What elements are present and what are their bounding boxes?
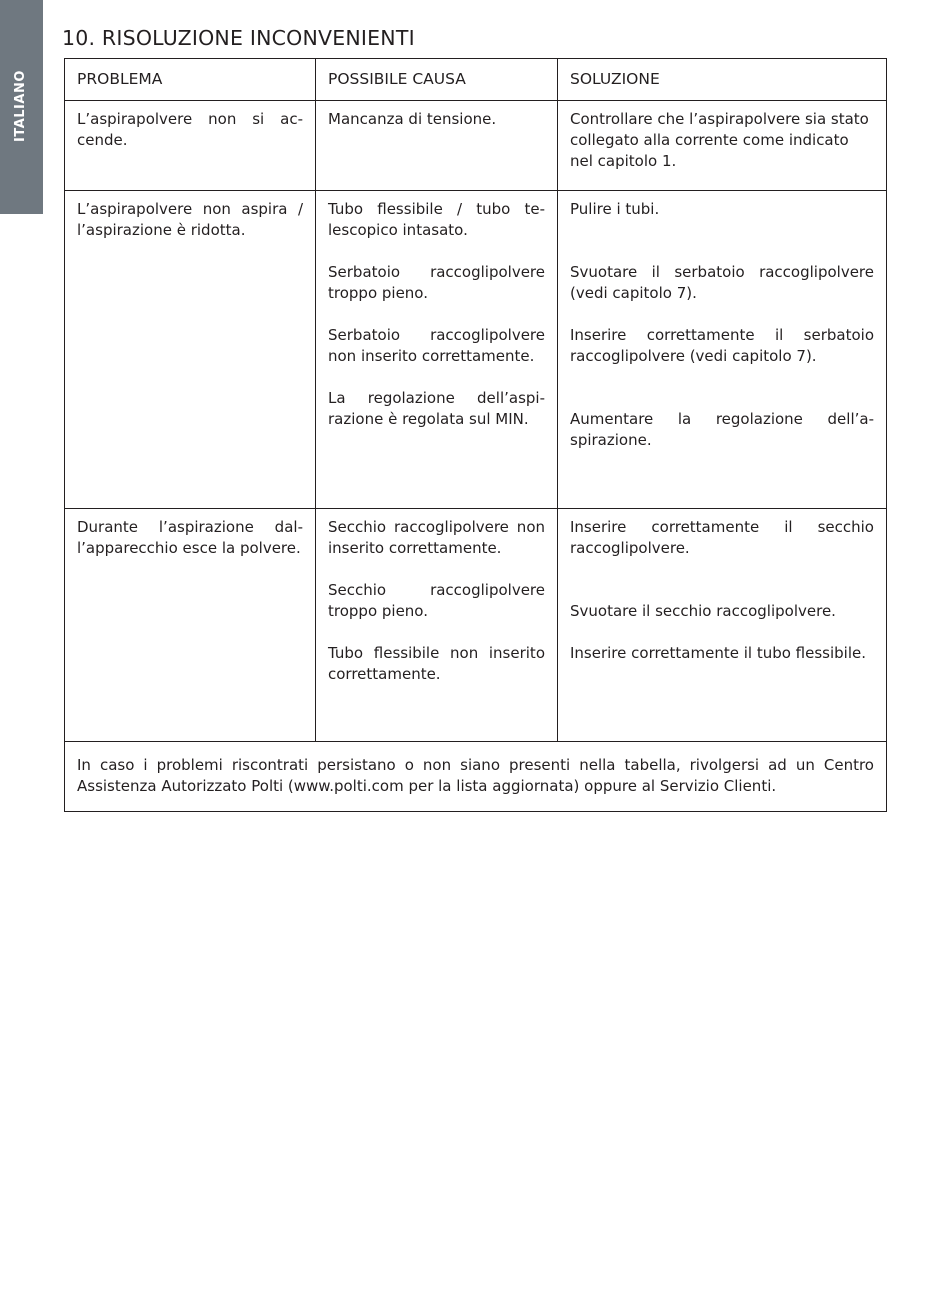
solution-entry: Inserire correttamente il secchio raccoglipolvere. [570, 518, 874, 557]
problem-cell: Durante l’aspirazione dall’apparecchio esce la polvere. [65, 509, 316, 742]
solution-cell [558, 191, 887, 509]
solution-cell [558, 509, 887, 742]
table-row [65, 509, 887, 742]
cause-entry: Secchio raccoglipolvere troppo pieno. [328, 581, 545, 620]
solution-entry: Inserire correttamente il serbatoio raccoglipolvere (vedi capitolo 7). [570, 326, 874, 365]
language-side-tab [0, 0, 43, 214]
section-title: 10. RISOLUZIONE INCONVENIENTI [62, 26, 415, 50]
cause-entry: Mancanza di tensione. [328, 110, 497, 128]
table-header-row [65, 59, 887, 101]
cause-entry: Serbatoio raccoglipolvere troppo pieno. [328, 263, 545, 302]
solution-entry: Controllare che l’aspirapolvere sia stato collegato alla corrente come indicato nel capitolo 1. [570, 110, 869, 170]
cause-cell [316, 509, 558, 742]
cause-cell [316, 101, 558, 191]
header-problem: PROBLEMA [65, 59, 316, 101]
footer-note: In caso i problemi riscontrati persistano o non siano presenti nella tabella, rivolgersi ad un Centro Assistenza Autorizzato Polti (www.polti.com per la lista aggiornata) oppure al Servizio Clienti. [65, 742, 887, 812]
header-cause: POSSIBILE CAUSA [316, 59, 558, 101]
cause-entry: Tubo flessibile / tubo telescopico intasato. [328, 200, 545, 239]
solution-entry: Inserire correttamente il tubo flessibile. [570, 644, 867, 662]
cause-entry: Secchio raccoglipolvere non inserito correttamente. [328, 518, 545, 557]
header-solution: SOLUZIONE [558, 59, 887, 101]
table-row [65, 101, 887, 191]
language-label: ITALIANO [13, 70, 28, 142]
cause-entry: La regolazione dell’aspirazione è regolata sul MIN. [328, 389, 545, 428]
solution-entry: Svuotare il serbatoio raccoglipolvere (vedi capitolo 7). [570, 263, 874, 302]
footer-row [65, 742, 887, 812]
table-row [65, 191, 887, 509]
problem-cell: L’aspirapolvere non si accende. [65, 101, 316, 191]
solution-entry: Svuotare il secchio raccoglipolvere. [570, 602, 836, 620]
problem-cell: L’aspirapolvere non aspira / l’aspirazione è ridotta. [65, 191, 316, 509]
cause-entry: Tubo flessibile non inserito correttamente. [328, 644, 545, 683]
solution-cell [558, 101, 887, 191]
cause-entry: Serbatoio raccoglipolvere non inserito correttamente. [328, 326, 545, 365]
solution-entry: Pulire i tubi. [570, 200, 660, 218]
troubleshooting-table [64, 58, 887, 812]
cause-cell [316, 191, 558, 509]
solution-entry: Aumentare la regolazione dell’aspirazione. [570, 410, 874, 449]
